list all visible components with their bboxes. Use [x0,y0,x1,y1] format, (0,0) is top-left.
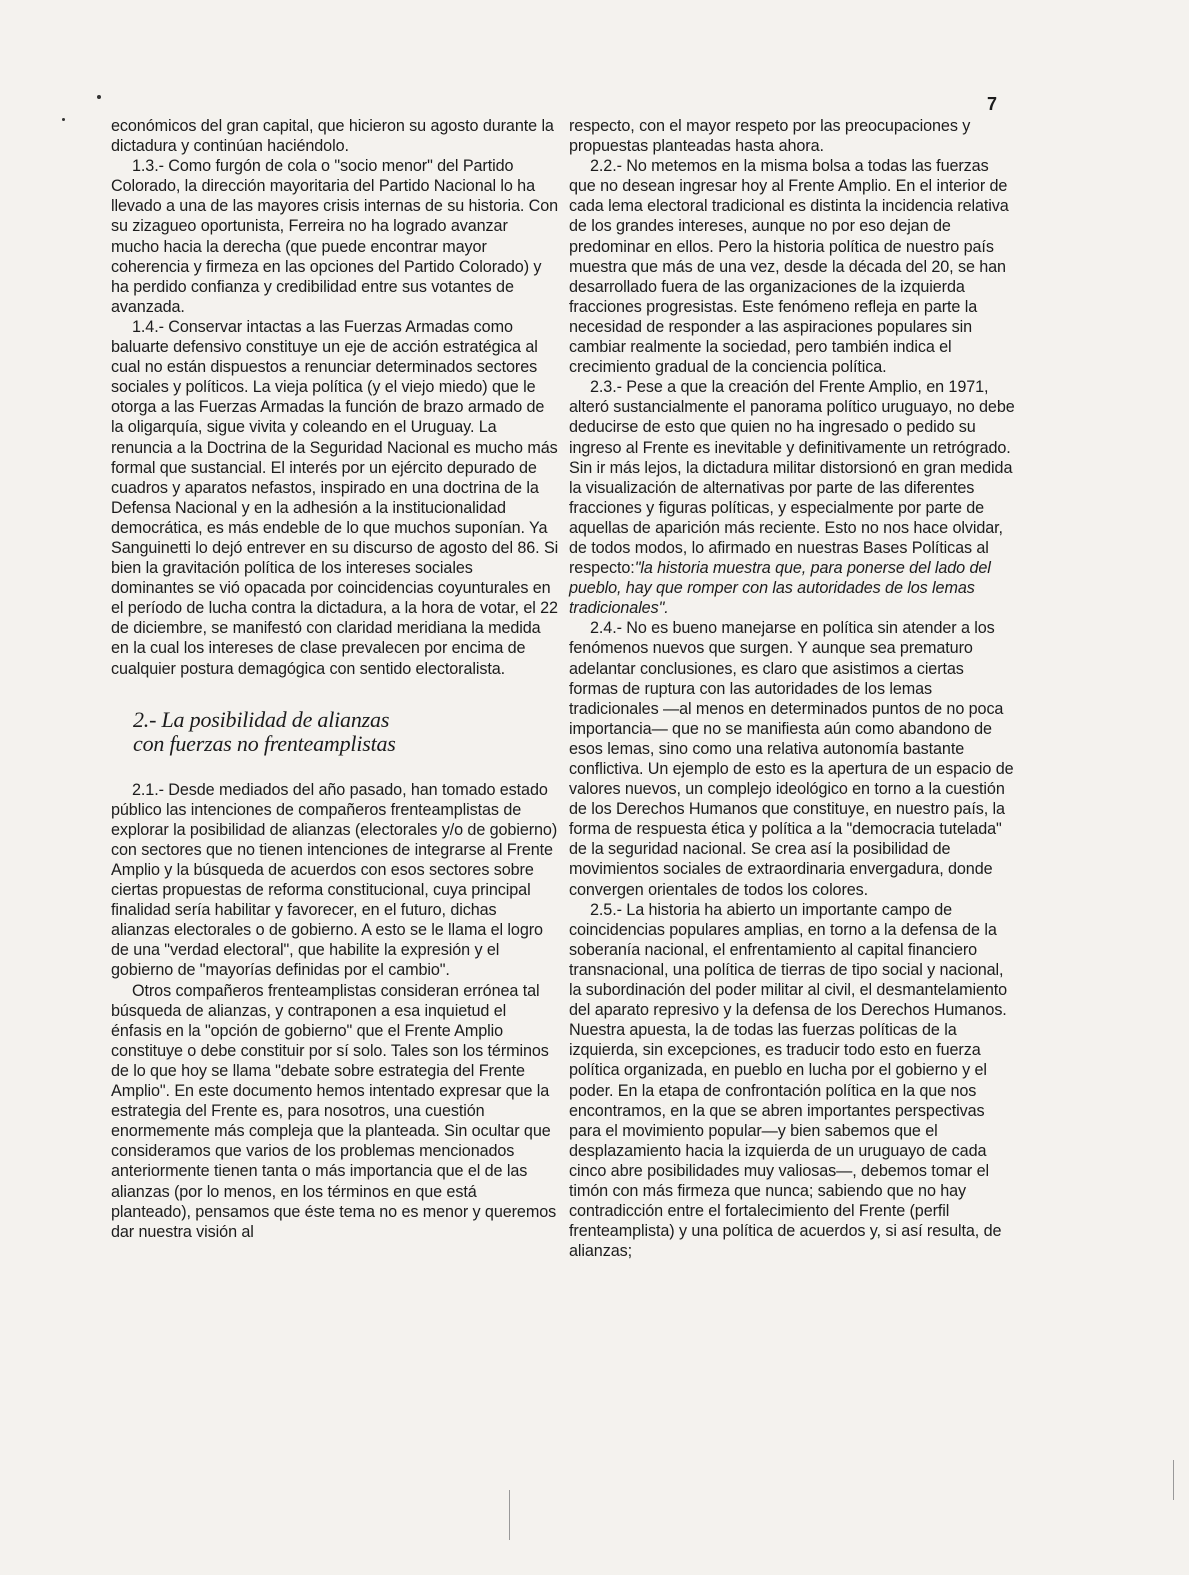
section-heading-line: con fuerzas no frenteamplistas [133,730,396,756]
scan-speck [62,118,65,121]
section-heading [133,708,559,756]
paragraph: económicos del gran capital, que hicieron su agosto durante la dictadura y continúan haciéndolo. [111,117,554,156]
paragraph: 1.3.- Como furgón de cola o "socio menor" del Partido Colorado, la dirección mayoritaria del Partido Nacional lo ha llevado a una de las mayores crisis internas de su historia. Con su zizagueo oportunista, Ferreira no ha logrado avanzar mucho hacia la derecha (que puede encontrar mayor coherencia y firmeza en las opciones del Partido Colorado) y ha perdido confianza y credibilidad entre sus votantes de avanzada. [111,157,559,316]
paragraph: 2.2.- No metemos en la misma bolsa a todas las fuerzas que no desean ingresar hoy al Frente Amplio. En el interior de cada lema electoral tradicional es distinta la incidencia relativa de los grandes intereses, aunque no por eso dejan de predominar en ellos. Pero la historia política de nuestro país muestra que más de una vez, desde la década del 20, se han desarrollado fuera de las organizaciones de la izquierda fracciones progresistas. Este fenómeno refleja en parte la necesidad de responder a las aspiraciones populares sin cambiar realmente la sociedad, pero también indica el crecimiento gradual de la conciencia política. [569,157,1009,377]
paragraph: 2.5.- La historia ha abierto un importante campo de coincidencias populares amplias, en torno a la defensa de la soberanía nacional, el enfrentamiento al capital financiero transnacional, una política de tierras de tipo social y nacional, la subordinación del poder militar al civil, el desmantelamiento del aparato represivo y la defensa de los Derechos Humanos. Nuestra apuesta, la de todas las fuerzas políticas de la izquierda, sin excepciones, es traducir todo esto en fuerza política organizada, en pueblo en lucha por el gobierno y el poder. En la etapa de confrontación política en la que nos encontramos, en la que se abren importantes perspectivas para el movimiento popular—y bien sabemos que el desplazamiento hacia la izquierda de un uruguayo de cada cinco abre posibilidades muy valiosas—, debemos tomar el timón con más firmeza que nunca; sabiendo que no hay contradicción entre el fortalecimiento del Frente (perfil frenteamplista) y una política de acuerdos y, si así resulta, de alianzas; [569,900,1008,1261]
scan-edge-mark [509,1490,510,1540]
page-number: 7 [987,94,998,114]
quote: "la historia muestra que, para ponerse del lado del pueblo, hay que romper con las autoridades de los lemas tradicionales". [569,559,991,618]
paragraph-text: 2.3.- Pese a que la creación del Frente Amplio, en 1971, alteró sustancialmente el panorama político uruguayo, no debe deducirse de esto que quien no ha ingresado o pedido su ingreso al Frente es inevitable y definitivamente un retrógrado. Sin ir más lejos, la dictadura militar distorsionó en gran medida la visualización de alternativas por parte de las diferentes fracciones y figuras políticas, y especialmente por parte de aquellas de aparición más reciente. Esto no nos hace olvidar, de todos modos, lo afirmado en nuestras Bases Políticas al respecto: [569,378,1015,578]
section-heading-line: 2.- La posibilidad de alianzas [133,706,390,732]
paragraph: respecto, con el mayor respeto por las preocupaciones y propuestas planteadas hasta ahora. [569,117,971,156]
paragraph: 2.4.- No es bueno manejarse en política sin atender a los fenómenos nuevos que surgen. Y aunque sea prematuro adelantar conclusiones, es claro que asistimos a ciertas formas de ruptura con las autoridades de los lemas tradicionales —al menos en determinados puntos de no poca importancia— que no se manifiesta aún como abandono de esos lemas, sino como una relativa autonomía bastante conflictiva. Un ejemplo de esto es la apertura de un espacio de valores nuevos, un complejo ideológico en torno a la cuestión de los Derechos Humanos que constituye, en nuestro país, la forma de respuesta ética y política a la "democracia tutelada" de la seguridad nacional. Se crea así la posibilidad de movimientos sociales de extraordinaria envergadura, donde convergen orientales de todos los colores. [569,619,1014,899]
paragraph: Otros compañeros frenteamplistas consideran errónea tal búsqueda de alianzas, y contraponen a esa inquietud el énfasis en la "opción de gobierno" que el Frente Amplio constituye o debe constituir por sí solo. Tales son los términos de lo que hoy se llama "debate sobre estrategia del Frente Amplio". En este documento hemos intentado expresar que la estrategia del Frente es, para nosotros, una cuestión enormemente más compleja que la planteada. Sin ocultar que consideramos que varios de los problemas mencionados anteriormente tienen tanta o más importancia que el de las alianzas (por lo menos, en los términos en que está planteado), pensamos que éste tema no es menor y queremos dar nuestra visión al [111,981,557,1241]
paragraph [569,377,1015,618]
paragraph: 1.4.- Conservar intactas a las Fuerzas Armadas como baluarte defensivo constituye un eje de acción estratégica al cual no están dispuestos a renunciar determinados sectores sociales y políticos. La vieja política (y el viejo miedo) que le otorga a las Fuerzas Armadas la función de brazo armado de la oligarquía, sigue vivita y coleando en el Uruguay. La renuncia a la Doctrina de la Seguridad Nacional es mucho más formal que sustancial. El interés por un ejército depurado de cuadros y aparatos nefastos, inspirado en una doctrina de la Defensa Nacional y en la adhesión a la institucionalidad democrática, es más endeble de lo que muchos suponían. Ya Sanguinetti lo dejó entrever en su discurso de agosto del 86. Si bien la gravitación política de los intereses sociales dominantes se vió opacada por coincidencias coyunturales en el período de lucha contra la dictadura, a la hora de votar, el 22 de diciembre, se manifestó con claridad meridiana la medida en la cual los intereses de clase prevalecen por encima de cualquier postura demagógica con sentido electoralista. [111,317,559,678]
scan-edge-mark [1173,1460,1174,1500]
paragraph: 2.1.- Desde mediados del año pasado, han tomado estado público las intenciones de compañeros frenteamplistas de explorar la posibilidad de alianzas (electorales y/o de gobierno) con sectores que no tienen intenciones de integrarse al Frente Amplio y la búsqueda de acuerdos con esos sectores sobre ciertas propuestas de reforma constitucional, cuya principal finalidad sería habilitar y favorecer, en el futuro, dichas alianzas electorales o de gobierno. A esto se le llama el logro de una "verdad electoral", que habilite la expresión y el gobierno de "mayorías definidas por el cambio". [111,780,558,980]
scan-speck [97,95,101,99]
right-column [569,116,1015,1261]
left-column [111,116,559,1242]
